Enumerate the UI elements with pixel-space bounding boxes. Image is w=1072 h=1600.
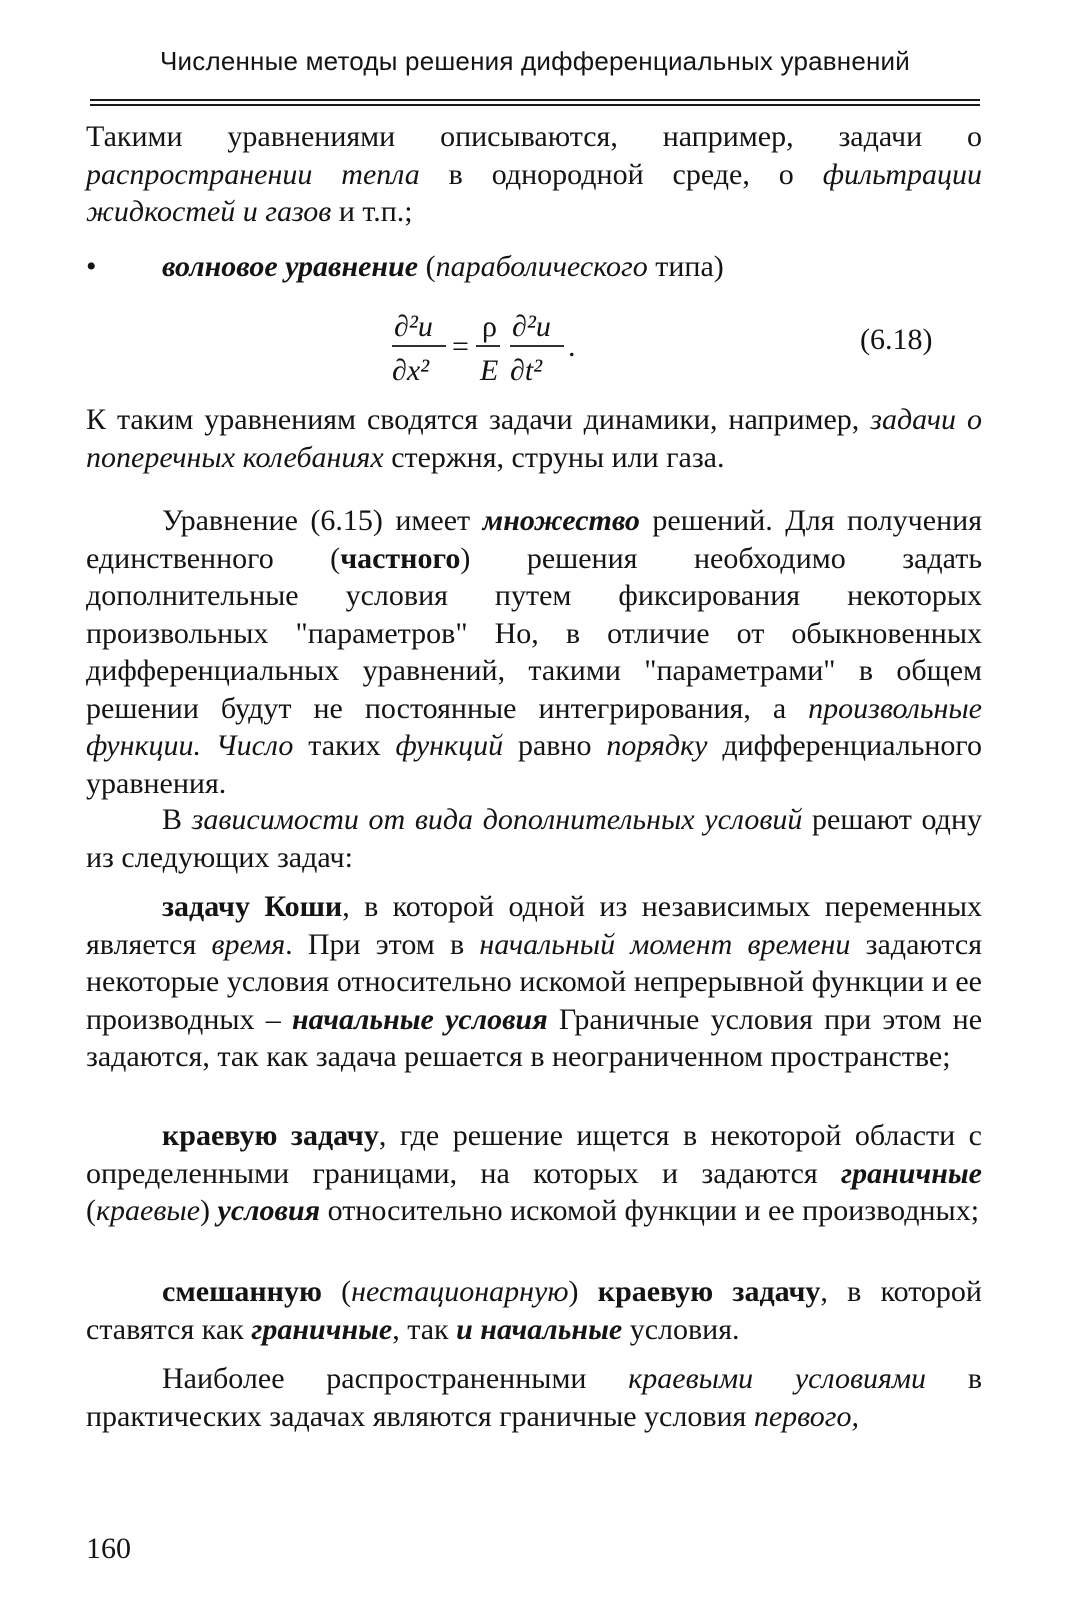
lhs-denominator: ∂x² <box>392 354 430 387</box>
paragraph-conditions: В зависимости от вида дополнительных условий решают одну из следующих задач: <box>86 803 983 874</box>
e-symbol: E <box>480 354 499 387</box>
page-number: 160 <box>86 1532 131 1565</box>
bullet-marker: • <box>86 250 97 283</box>
paragraph-cauchy: задачу Коши, в которой одной из независимых переменных является время. При этом в начальный момент времени задаются некоторые условия относительно искомой непрерывной функции и ее производных – начальные условия Граничные условия при этом не задаются, так как задача решается в неограниченном пространстве; <box>86 890 983 1073</box>
paragraph-boundary-problem: краевую задачу, где решение ищется в некоторой области с определенными границами, на которых и задаются граничные (краевые) условия относительно искомой функции и ее производных; <box>86 1119 982 1227</box>
lhs-numerator: ∂²u <box>394 310 433 343</box>
paragraph-solutions: Уравнение (6.15) имеет множество решений. Для получения единственного (частного) решения необходимо задать дополнительные условия путем фиксирования некоторых произвольных "параметров" Но, в отличие от обыкновенных дифференциальных уравнений, такими "параметрами" в общем решении будут не постоянные интегрирования, а произвольные функции. Число таких функций равно порядку дифференциального уравнения. <box>86 504 982 800</box>
header-rule-top <box>90 99 980 101</box>
paragraph-common-conditions: Наиболее распространенными краевыми условиями в практических задачах являются граничные условия первого, <box>86 1362 982 1433</box>
rhs-denominator: ∂t² <box>510 354 543 387</box>
equals-sign: = <box>452 330 469 363</box>
formula-period: . <box>568 330 576 363</box>
paragraph-mixed-problem: смешанную (нестационарную) краевую задачу, в которой ставятся как граничные, так и начальные условия. <box>86 1275 982 1346</box>
paragraph-heat-filtration: Такими уравнениями описываются, например, задачи о распространении тепла в однородной среде, о фильтрации жидкостей и газов и т.п.; <box>86 120 982 228</box>
equation-number: (6.18) <box>860 323 933 356</box>
header-rule-bottom <box>90 104 980 106</box>
wave-equation-formula <box>370 300 590 400</box>
paragraph-dynamics: К таким уравнениям сводятся задачи динамики, например, задачи о поперечных колебаниях стержня, струны или газа. <box>86 403 983 474</box>
bullet-wave-equation: волновое уравнение (параболического типа) <box>162 250 724 283</box>
rhs-numerator: ∂²u <box>512 310 551 343</box>
running-header: Численные методы решения дифференциальных уравнений <box>160 46 910 76</box>
rho-symbol: ρ <box>482 310 497 343</box>
